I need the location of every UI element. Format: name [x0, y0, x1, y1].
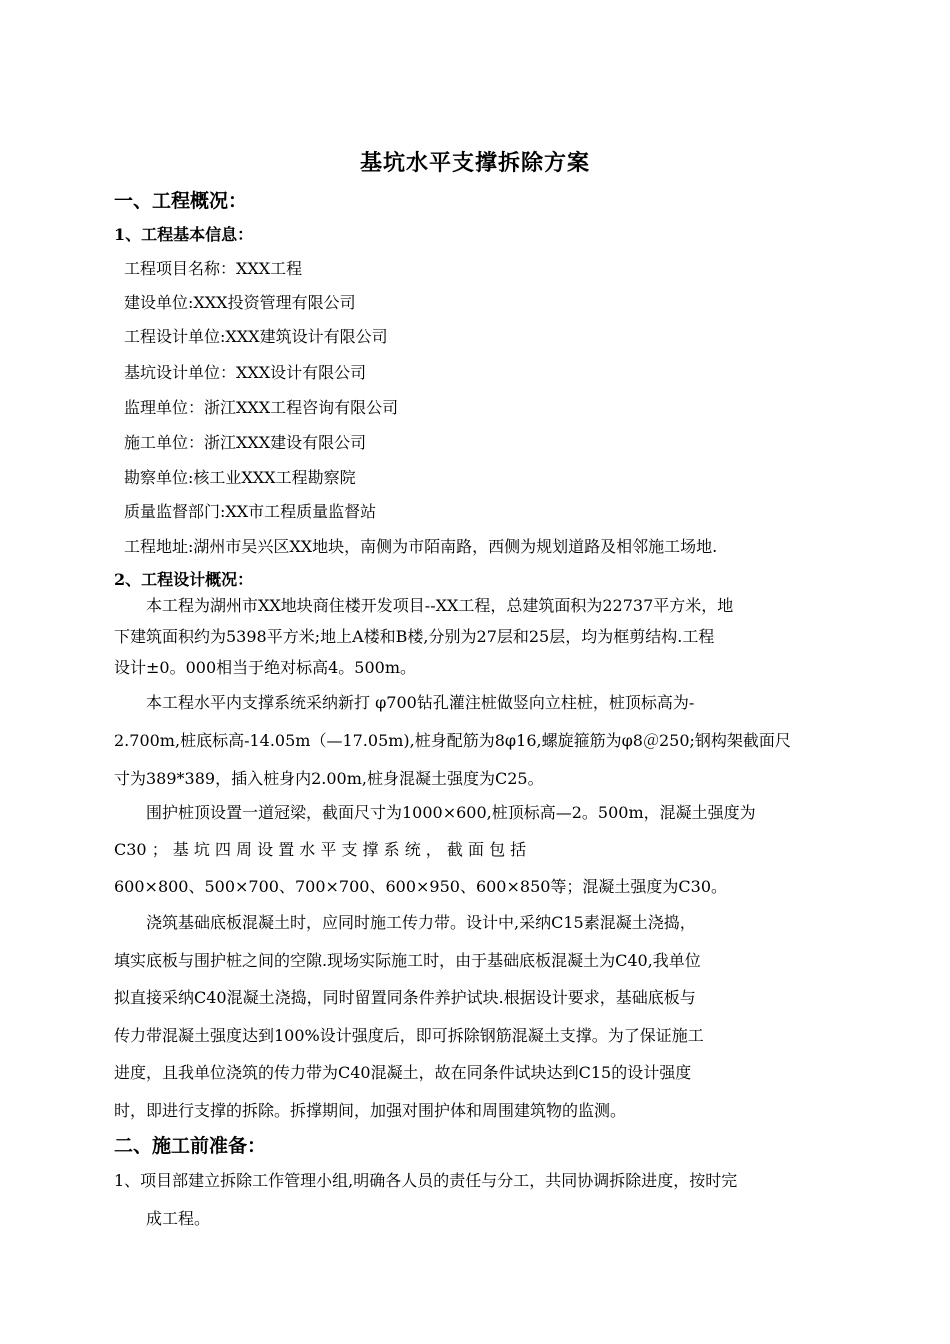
subsection-heading-basic-info: 1、工程基本信息：: [114, 225, 254, 244]
info-supervisor: 监理单位：浙江XXX工程咨询有限公司: [124, 398, 399, 417]
info-address: 工程地址:湖州市吴兴区XX地块，南侧为市陌南路，西侧为规划道路及相邻施工场地.: [124, 537, 718, 556]
paragraph-line: 填实底板与围护桩之间的空隙.现场实际施工时，由于基础底板混凝土为C40,我单位: [114, 950, 701, 970]
paragraph-line: 成工程。: [146, 1209, 211, 1228]
section-heading-preparation: 二、施工前准备：: [114, 1135, 267, 1157]
paragraph-line: 600×800、500×700、700×700、600×950、600×850等；混凝土强度为C30。: [114, 877, 728, 896]
paragraph-line: 围护桩顶设置一道冠梁，截面尺寸为1000×600,桩顶标高—2。500m，混凝土强度为: [146, 803, 756, 822]
info-pit-designer: 基坑设计单位：XXX设计有限公司: [124, 363, 367, 382]
paragraph-line: 寸为389*389，插入桩身内2.00m,桩身混凝土强度为C25。: [114, 769, 544, 788]
info-contractor: 施工单位：浙江XXX建设有限公司: [124, 433, 367, 452]
paragraph-line: 拟直接采纳C40混凝土浇捣，同时留置同条件养护试块.根据设计要求，基础底板与: [114, 988, 696, 1007]
info-project-name: 工程项目名称：XXX工程: [124, 259, 303, 278]
paragraph-line: 2.700m,桩底标高-14.05m（—17.05m),桩身配筋为8φ16,螺旋箍筋为φ8＠250;钢构架截面尺: [114, 731, 791, 750]
document-title: 基坑水平支撑拆除方案: [359, 150, 590, 176]
paragraph-line: 进度，且我单位浇筑的传力带为C40混凝土，故在同条件试块达到C15的设计强度: [114, 1063, 692, 1082]
paragraph-line: 浇筑基础底板混凝土时，应同时施工传力带。设计中,采纳C15素混凝土浇捣，: [146, 913, 696, 932]
paragraph-line: C30 ； 基 坑 四 周 设 置 水 平 支 撑 系 统 ， 截 面 包 括: [114, 840, 527, 859]
info-owner: 建设单位:XXX投资管理有限公司: [124, 293, 356, 312]
paragraph-crown-beam: [114, 794, 860, 905]
paragraph-line: 本工程为湖州市XX地块商住楼开发项目--XX工程，总建筑面积为22737平方米，地: [146, 596, 734, 615]
paragraph-line: 1、项目部建立拆除工作管理小组,明确各人员的责任与分工，共同协调拆除进度，按时完: [114, 1171, 738, 1190]
paragraph-line: 本工程水平内支撑系统采纳新打 φ700钻孔灌注桩做竖向立柱桩，桩顶标高为-: [146, 693, 695, 712]
paragraph-line: 时，即进行支撑的拆除。拆撑期间，加强对围护体和周围建筑物的监测。: [114, 1100, 627, 1120]
list-item-management-team: [114, 1162, 860, 1238]
paragraph-line: 下建筑面积约为5398平方米;地上A楼和B楼,分别为27层和25层，均为框剪结构.工程: [114, 627, 715, 646]
paragraph-project-scale: [114, 590, 860, 683]
info-survey: 勘察单位:核工业XXX工程勘察院: [124, 468, 356, 487]
paragraph-force-transfer-belt: [114, 904, 860, 1129]
info-quality-station: 质量监督部门:XX市工程质量监督站: [124, 502, 377, 521]
info-designer: 工程设计单位:XXX建筑设计有限公司: [124, 327, 388, 346]
paragraph-line: 传力带混凝土强度达到100%设计强度后，即可拆除钢筋混凝土支撑。为了保证施工: [114, 1025, 704, 1045]
subsection-heading-design: 2、工程设计概况：: [114, 570, 254, 589]
paragraph-line: 设计±0。000相当于绝对标高4。500m。: [114, 658, 417, 677]
paragraph-support-system: [114, 684, 860, 798]
section-heading-overview: 一、工程概况：: [114, 190, 248, 212]
